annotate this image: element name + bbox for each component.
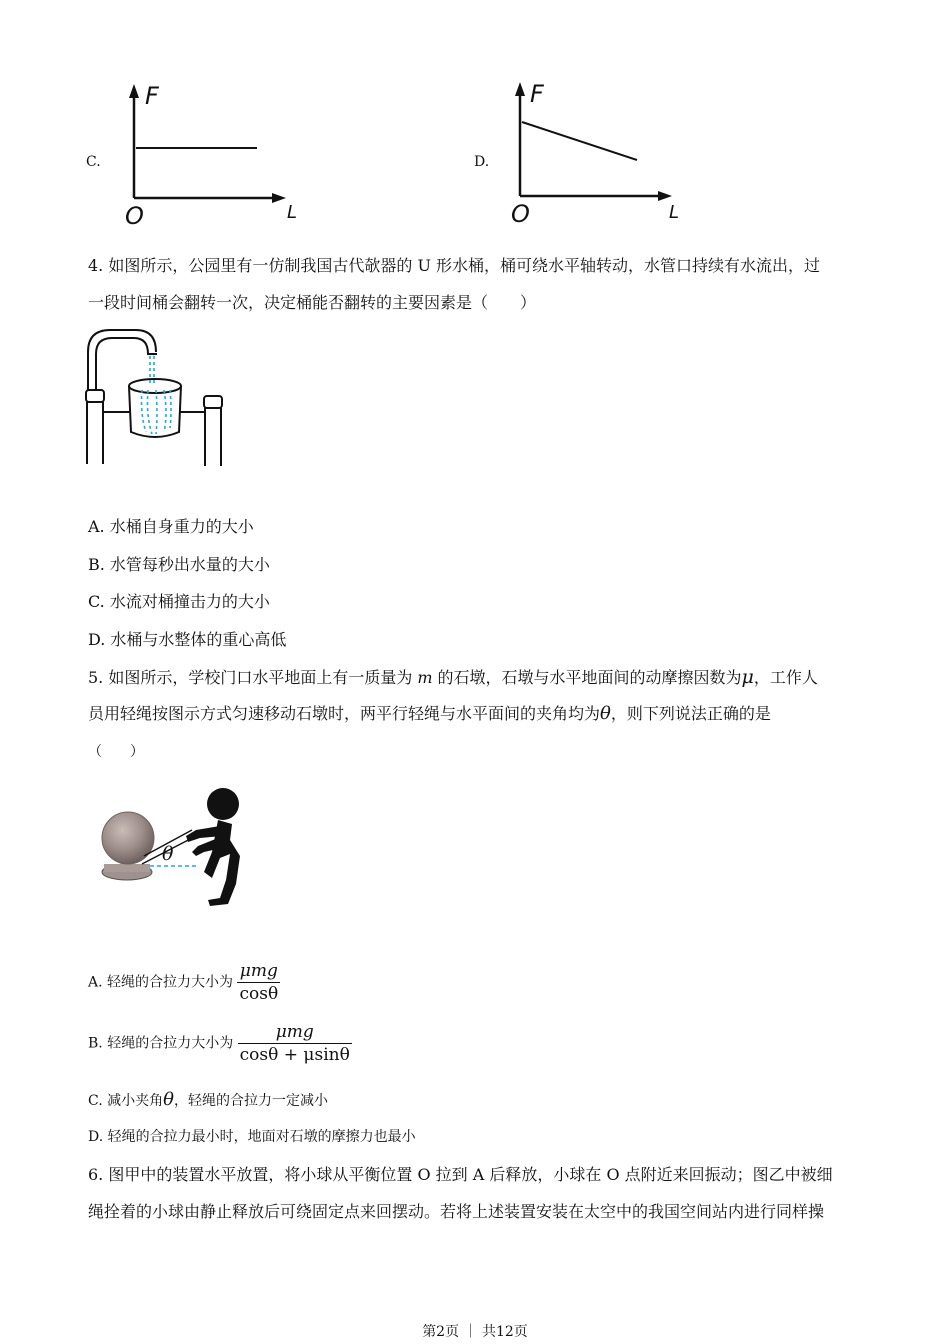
q5-option-b-denominator: cosθ + μsinθ bbox=[239, 1045, 350, 1065]
graph-c-x-label: L bbox=[287, 202, 298, 223]
q5-stone-figure bbox=[100, 780, 250, 910]
q4-bucket-figure bbox=[84, 324, 229, 469]
q5-option-c-theta: θ bbox=[163, 1089, 174, 1110]
var-theta: θ bbox=[600, 703, 611, 724]
q5-figure-theta-label: θ bbox=[162, 843, 174, 865]
var-m: m bbox=[417, 668, 433, 687]
graph-d-label: D. bbox=[474, 154, 490, 170]
q4-option-a: A. 水桶自身重力的大小 bbox=[88, 517, 254, 536]
graph-c-origin: O bbox=[125, 202, 144, 230]
q5-option-c: C. 减小夹角θ，轻绳的合拉力一定减小 bbox=[88, 1089, 328, 1110]
graph-c-y-label: F bbox=[145, 82, 159, 110]
q4-option-c: C. 水流对桶撞击力的大小 bbox=[88, 592, 270, 611]
page-footer: 第2页 ｜ 共12页 bbox=[422, 1324, 528, 1340]
q6-stem-line2: 绳拴着的小球由静止释放后可绕固定点来回摆动。若将上述装置安装在太空中的我国空间站内进行同样操 bbox=[88, 1202, 825, 1221]
q5-answer-blank: （ ） bbox=[88, 744, 144, 760]
q6-stem-line1: 6. 图甲中的装置水平放置，将小球从平衡位置 O 拉到 A 后释放，小球在 O 点附近来回振动；图乙中被细 bbox=[88, 1165, 833, 1184]
var-mu: μ bbox=[741, 666, 754, 688]
q4-option-d: D. 水桶与水整体的重心高低 bbox=[88, 630, 287, 649]
graph-d-x-label: L bbox=[669, 202, 680, 223]
q5-option-b-numerator: μmg bbox=[275, 1022, 314, 1042]
q4-stem-line1: 4. 如图所示，公园里有一仿制我国古代欹器的 U 形水桶，桶可绕水平轴转动，水管口持续有水流出，过 bbox=[88, 256, 821, 275]
graph-d-origin: O bbox=[511, 200, 530, 228]
q5-option-d: D. 轻绳的合拉力最小时，地面对石墩的摩擦力也最小 bbox=[88, 1129, 416, 1145]
graph-d-line bbox=[522, 122, 637, 160]
q5-option-a-numerator: μmg bbox=[239, 961, 278, 981]
q5-option-b: B. 轻绳的合拉力大小为 $\frac{\text{μmg}}{\cos\theta + \mu\sin\theta}$ bbox=[88, 1022, 350, 1065]
graph-c-label: C. bbox=[86, 154, 101, 170]
q4-stem-line2: 一段时间桶会翻转一次，决定桶能否翻转的主要因素是（ ） bbox=[88, 293, 537, 312]
q5-stem-line2: 员用轻绳按图示方式匀速移动石墩时，两平行轻绳与水平面间的夹角均为θ，则下列说法正确的是 bbox=[88, 703, 771, 724]
q4-option-b: B. 水管每秒出水量的大小 bbox=[88, 555, 270, 574]
graph-d-y-label: F bbox=[530, 80, 544, 108]
q5-option-b-fraction bbox=[238, 1021, 352, 1066]
q5-option-a-denominator: cosθ bbox=[239, 984, 279, 1004]
q5-option-a: A. 轻绳的合拉力大小为 $\frac{\text{μmg}}{\cos\theta}$ bbox=[88, 961, 279, 1004]
q5-option-a-fraction bbox=[237, 960, 280, 1005]
q5-stem-line1: 5. 如图所示，学校门口水平地面上有一质量为 m 的石墩，石墩与水平地面间的动摩擦因数为μ，工作人 bbox=[88, 666, 818, 688]
